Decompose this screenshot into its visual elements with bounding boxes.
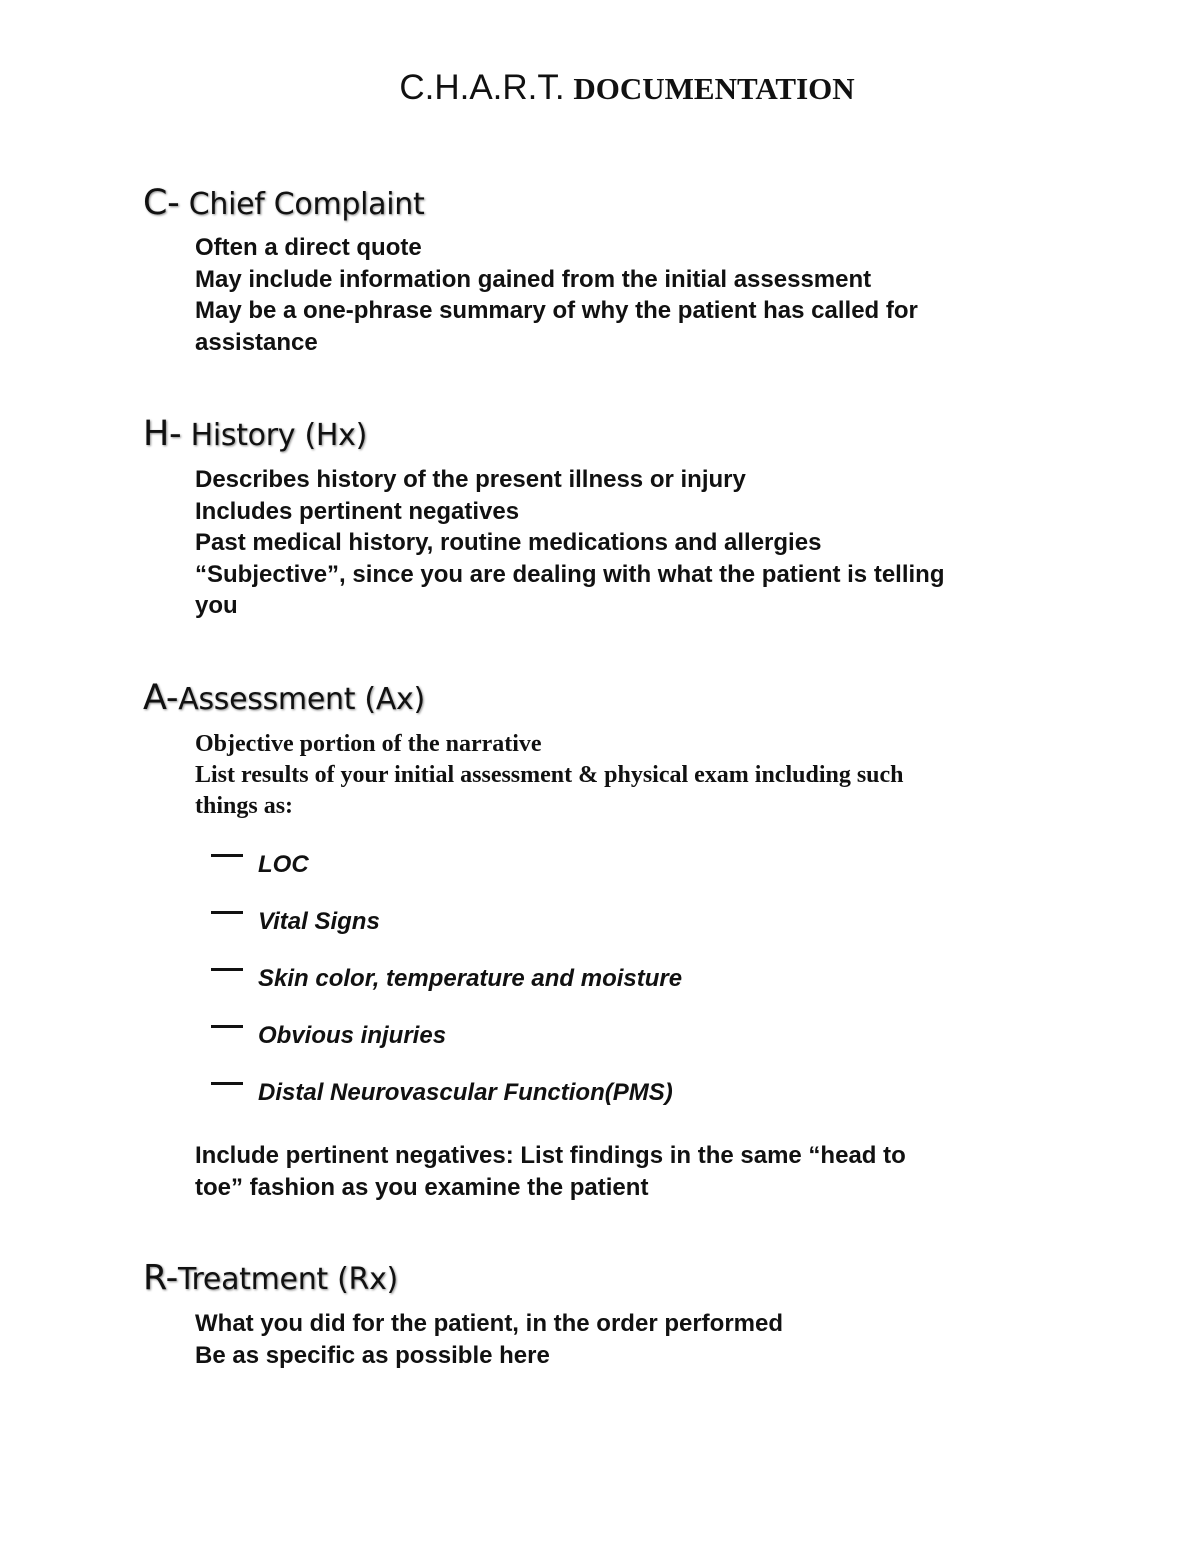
body-line: Past medical history, routine medications and allergies xyxy=(195,529,822,556)
list-item-text: Distal Neurovascular Function(PMS) xyxy=(258,1079,673,1106)
section-heading-chief-complaint xyxy=(143,183,424,225)
section-letter: C- xyxy=(143,183,180,223)
section-name: Treatment (Rx) xyxy=(177,1262,398,1297)
title-prefix: C.H.A.R.T. xyxy=(399,68,565,107)
dash-bullet-icon xyxy=(211,854,243,857)
section-letter: R- xyxy=(143,1258,178,1298)
list-item-text: Skin color, temperature and moisture xyxy=(258,965,683,992)
page-title xyxy=(0,66,1200,111)
section-body-assessment xyxy=(195,729,1075,822)
dash-bullet-icon xyxy=(211,1025,243,1028)
dash-bullet-icon xyxy=(211,1082,243,1085)
body-line: May be a one-phrase summary of why the patient has called for xyxy=(195,297,918,324)
section-body-history xyxy=(195,464,1075,622)
section-heading-history xyxy=(143,414,367,456)
section-name: Chief Complaint xyxy=(179,187,425,222)
list-item-text: Vital Signs xyxy=(258,908,380,935)
list-item-text: Obvious injuries xyxy=(258,1022,447,1049)
body-line: Objective portion of the narrative xyxy=(195,731,542,757)
section-body-treatment xyxy=(195,1308,1075,1371)
body-line: Include pertinent negatives: List findings in the same “head to xyxy=(195,1142,906,1169)
body-line: toe” fashion as you examine the patient xyxy=(195,1173,649,1201)
section-name: History (Hx) xyxy=(181,418,367,453)
body-line: Includes pertinent negatives xyxy=(195,497,520,525)
body-line: Describes history of the present illness or injury xyxy=(195,466,746,493)
section-heading-treatment xyxy=(143,1258,398,1300)
title-main: DOCUMENTATION xyxy=(573,71,855,106)
section-letter: A- xyxy=(143,678,179,718)
section-body-assessment-after xyxy=(195,1140,1075,1203)
section-name: Assessment (Ax) xyxy=(178,682,425,717)
body-line: Often a direct quote xyxy=(195,234,422,261)
body-line: things as: xyxy=(195,793,294,819)
section-heading-assessment xyxy=(143,678,425,720)
body-line: Be as specific as possible here xyxy=(195,1341,550,1369)
list-item-text: LOC xyxy=(258,851,309,878)
dash-bullet-icon xyxy=(211,911,243,914)
body-line: you xyxy=(195,592,238,619)
section-body-chief-complaint xyxy=(195,232,1075,358)
body-line: May include information gained from the initial assessment xyxy=(195,265,872,293)
dash-bullet-icon xyxy=(211,968,243,971)
body-line: What you did for the patient, in the order performed xyxy=(195,1310,784,1337)
section-letter: H- xyxy=(143,414,182,454)
body-line: List results of your initial assessment & physical exam including such xyxy=(195,762,904,788)
body-line: “Subjective”, since you are dealing with what the patient is telling xyxy=(195,560,945,588)
body-line: assistance xyxy=(195,328,318,356)
